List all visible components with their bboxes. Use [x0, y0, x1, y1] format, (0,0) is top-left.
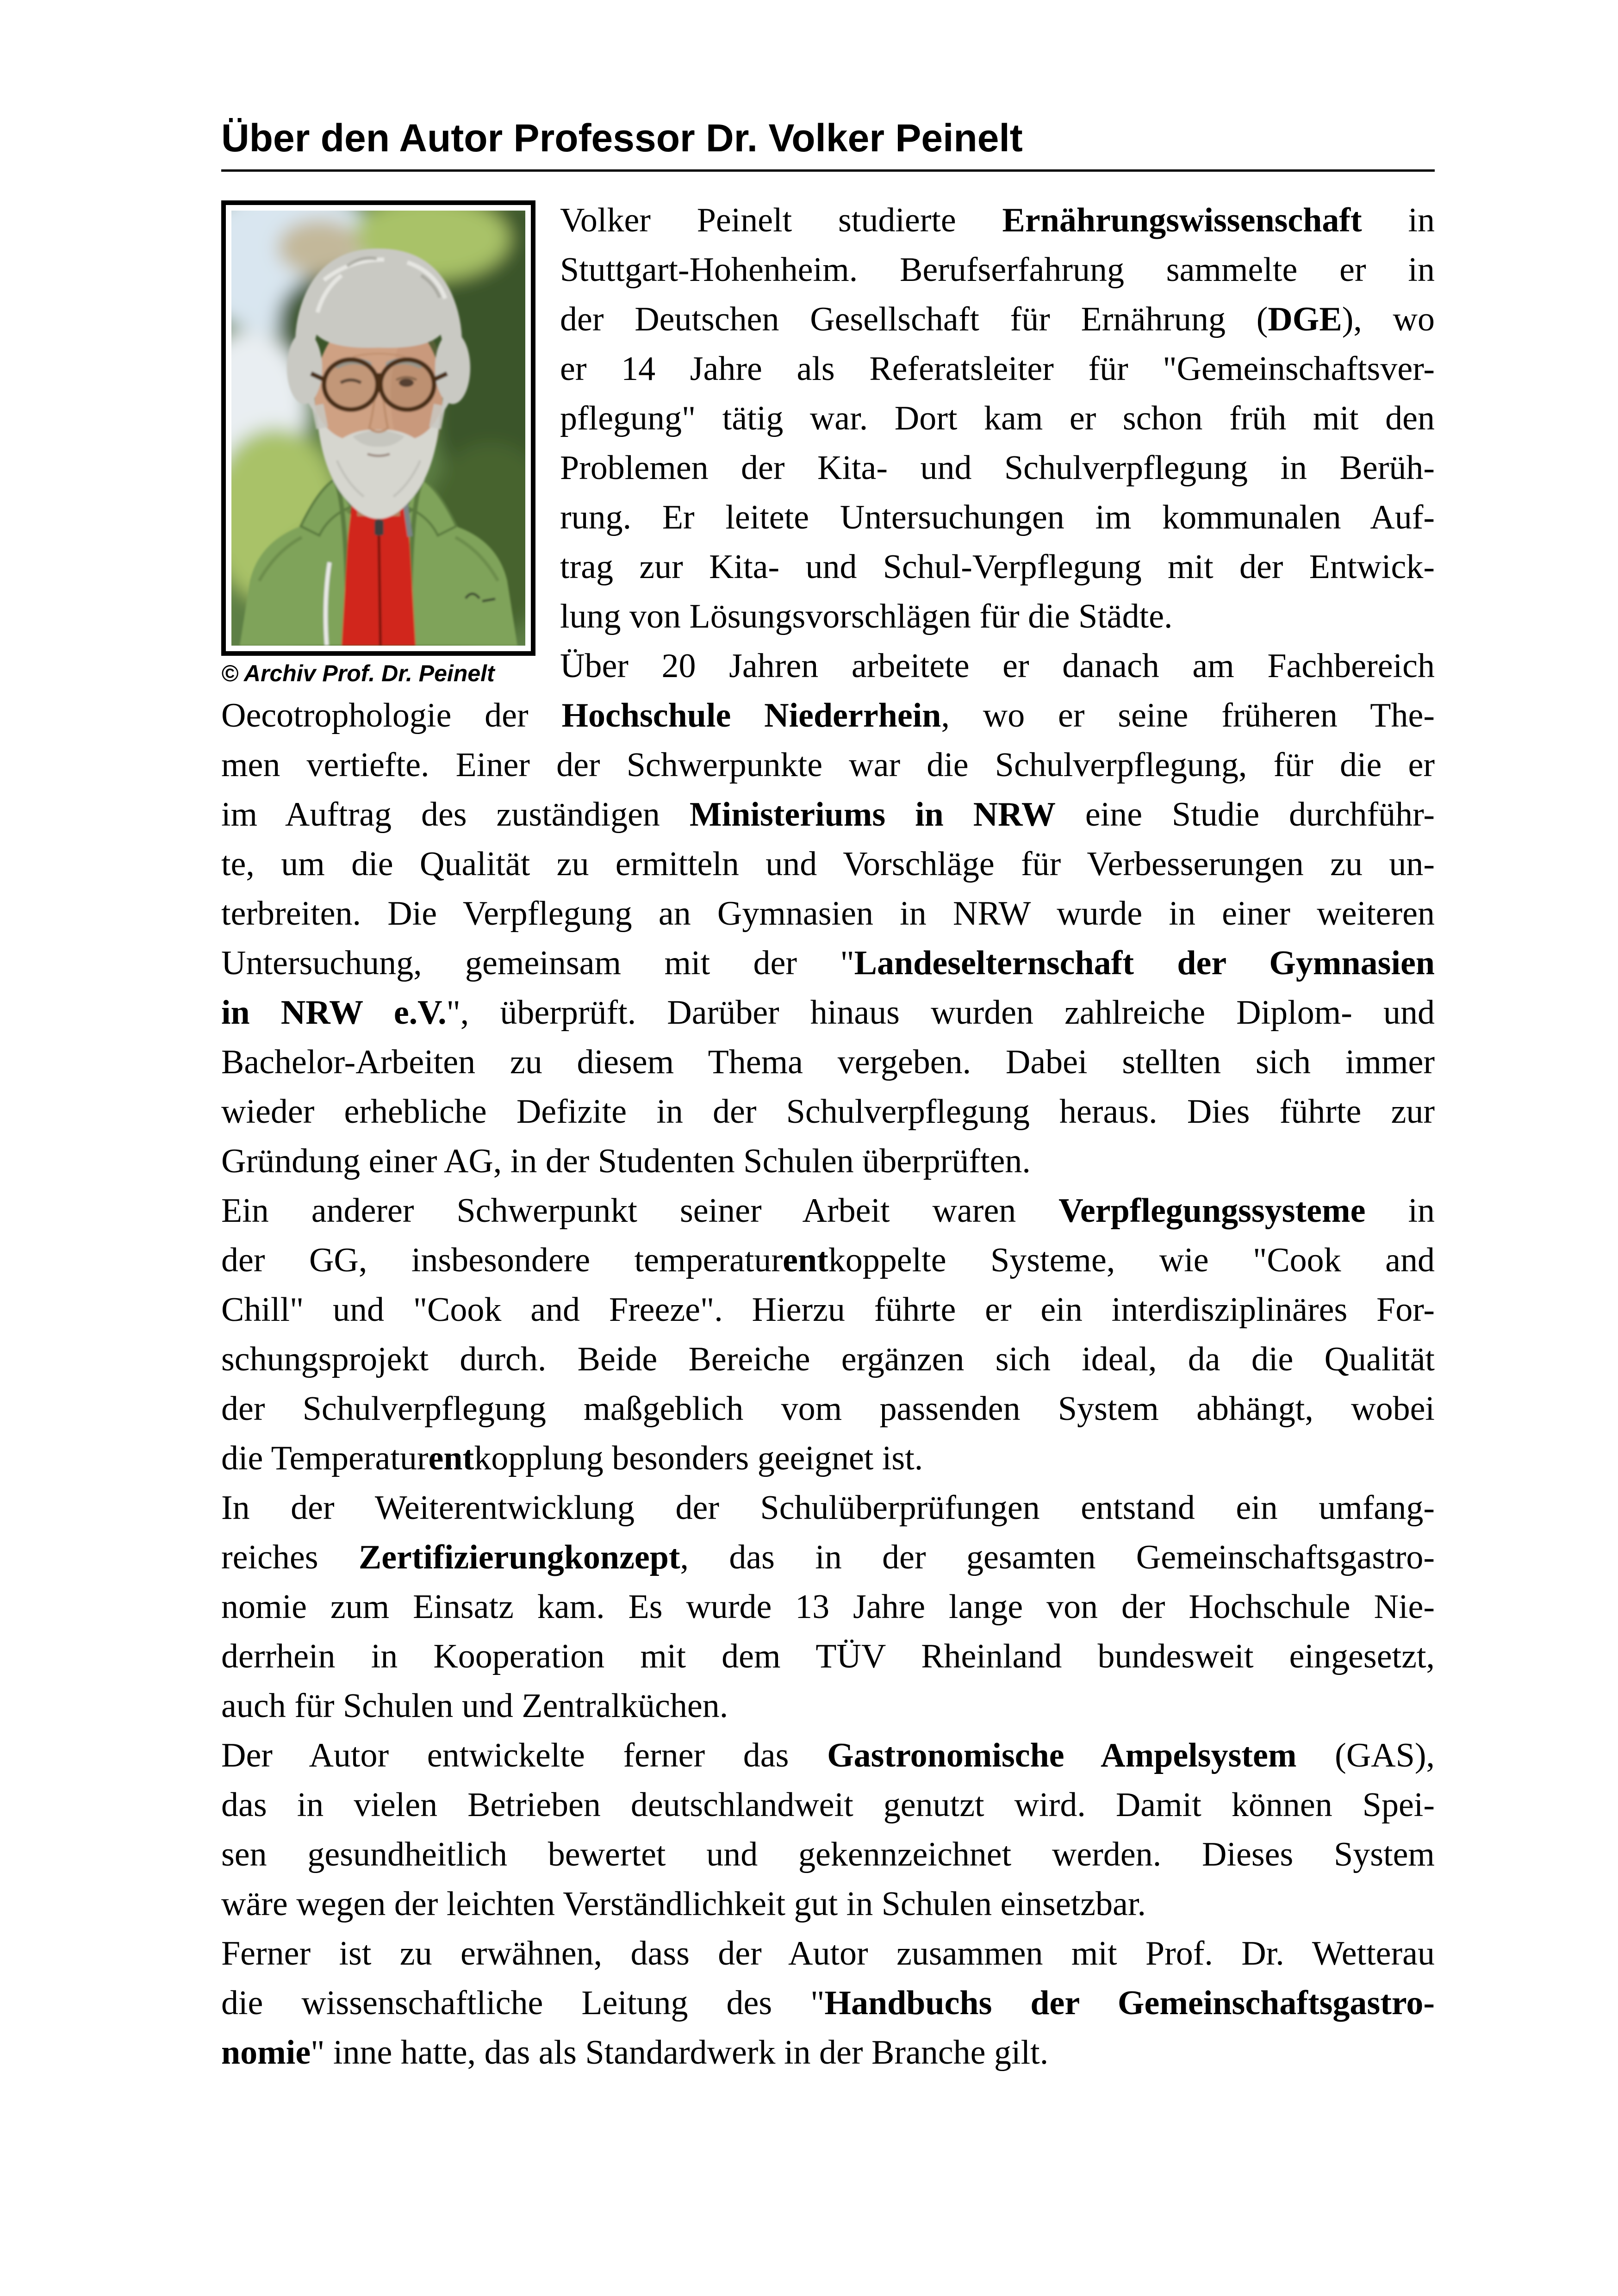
- text-line: das in vielen Betrieben deutschlandweit genutzt wird. Damit können Spei-: [221, 1786, 1435, 1824]
- text-line: terbreiten. Die Verpflegung an Gymnasien in NRW wurde in einer weiteren: [221, 895, 1435, 933]
- text-line: schungsprojekt durch. Beide Bereiche ergänzen sich ideal, da die Qualität: [221, 1340, 1435, 1378]
- text-line: Stuttgart-Hohenheim. Berufserfahrung sammelte er in: [560, 251, 1435, 289]
- page-title: Über den Autor Professor Dr. Volker Peinelt: [221, 116, 1023, 160]
- text-line: Oecotrophologie der Hochschule Niederrhein, wo er seine früheren The-: [221, 697, 1435, 734]
- text-line: nomie" inne hatte, das als Standardwerk in der Branche gilt.: [221, 2034, 1049, 2072]
- text-line: wäre wegen der leichten Verständlichkeit gut in Schulen einsetzbar.: [221, 1885, 1146, 1923]
- text-line: Volker Peinelt studierte Ernährungswissenschaft in: [560, 201, 1435, 239]
- text-line: Ferner ist zu erwähnen, dass der Autor zusammen mit Prof. Dr. Wetterau: [221, 1935, 1435, 1972]
- text-line: Chill" und "Cook and Freeze". Hierzu führte er ein interdisziplinäres For-: [221, 1291, 1435, 1329]
- body-text: [221, 196, 1435, 2078]
- author-portrait-photo: [231, 211, 525, 646]
- text-line: in NRW e.V.", überprüft. Darüber hinaus wurden zahlreiche Diplom- und: [221, 994, 1435, 1032]
- text-line: Ein anderer Schwerpunkt seiner Arbeit waren Verpflegungssysteme in: [221, 1192, 1435, 1230]
- text-line: derrhein in Kooperation mit dem TÜV Rheinland bundesweit eingesetzt,: [221, 1637, 1435, 1675]
- text-line: trag zur Kita- und Schul-Verpflegung mit der Entwick-: [560, 548, 1435, 586]
- text-line: die Temperaturentkopplung besonders geeignet ist.: [221, 1439, 923, 1477]
- text-line: nomie zum Einsatz kam. Es wurde 13 Jahre lange von der Hochschule Nie-: [221, 1588, 1435, 1626]
- author-photo-figure: [221, 200, 535, 687]
- author-photo-frame: [221, 200, 535, 656]
- text-line: reiches Zertifizierungkonzept, das in der gesamten Gemeinschaftsgastro-: [221, 1538, 1435, 1576]
- text-line: der GG, insbesondere temperaturentkoppelte Systeme, wie "Cook and: [221, 1241, 1435, 1279]
- text-line: im Auftrag des zuständigen Ministeriums in NRW eine Studie durchführ-: [221, 796, 1435, 834]
- text-line: sen gesundheitlich bewertet und gekennzeichnet werden. Dieses System: [221, 1836, 1435, 1873]
- text-line: der Schulverpflegung maßgeblich vom passenden System abhängt, wobei: [221, 1390, 1435, 1428]
- text-line: die wissenschaftliche Leitung des "Handbuchs der Gemeinschaftsgastro-: [221, 1984, 1435, 2022]
- text-line: pflegung" tätig war. Dort kam er schon früh mit den: [560, 399, 1435, 437]
- text-line: auch für Schulen und Zentralküchen.: [221, 1687, 728, 1725]
- text-line: men vertiefte. Einer der Schwerpunkte war die Schulverpflegung, für die er: [221, 746, 1435, 784]
- heading-rule: [221, 169, 1435, 172]
- text-line: Bachelor-Arbeiten zu diesem Thema vergeben. Dabei stellten sich immer: [221, 1043, 1435, 1081]
- text-line: Der Autor entwickelte ferner das Gastronomische Ampelsystem (GAS),: [221, 1736, 1435, 1774]
- text-line: wieder erhebliche Defizite in der Schulverpflegung heraus. Dies führte zur: [221, 1093, 1435, 1131]
- page-content: [221, 116, 1435, 2078]
- text-line: Problemen der Kita- und Schulverpflegung in Berüh-: [560, 449, 1435, 487]
- photo-caption: © Archiv Prof. Dr. Peinelt: [221, 660, 495, 686]
- text-line: der Deutschen Gesellschaft für Ernährung (DGE), wo: [560, 300, 1435, 338]
- text-line: lung von Lösungsvorschlägen für die Städte.: [560, 597, 1173, 635]
- text-line: Untersuchung, gemeinsam mit der "Landeselternschaft der Gymnasien: [221, 944, 1435, 982]
- text-line: In der Weiterentwicklung der Schulüberprüfungen entstand ein umfang-: [221, 1489, 1435, 1527]
- text-line: rung. Er leitete Untersuchungen im kommunalen Auf-: [560, 498, 1435, 536]
- text-line: Gründung einer AG, in der Studenten Schulen überprüften.: [221, 1142, 1031, 1180]
- text-line: Über 20 Jahren arbeitete er danach am Fachbereich: [560, 647, 1435, 685]
- text-line: er 14 Jahre als Referatsleiter für "Gemeinschaftsver-: [560, 350, 1435, 388]
- text-line: te, um die Qualität zu ermitteln und Vorschläge für Verbesserungen zu un-: [221, 845, 1435, 883]
